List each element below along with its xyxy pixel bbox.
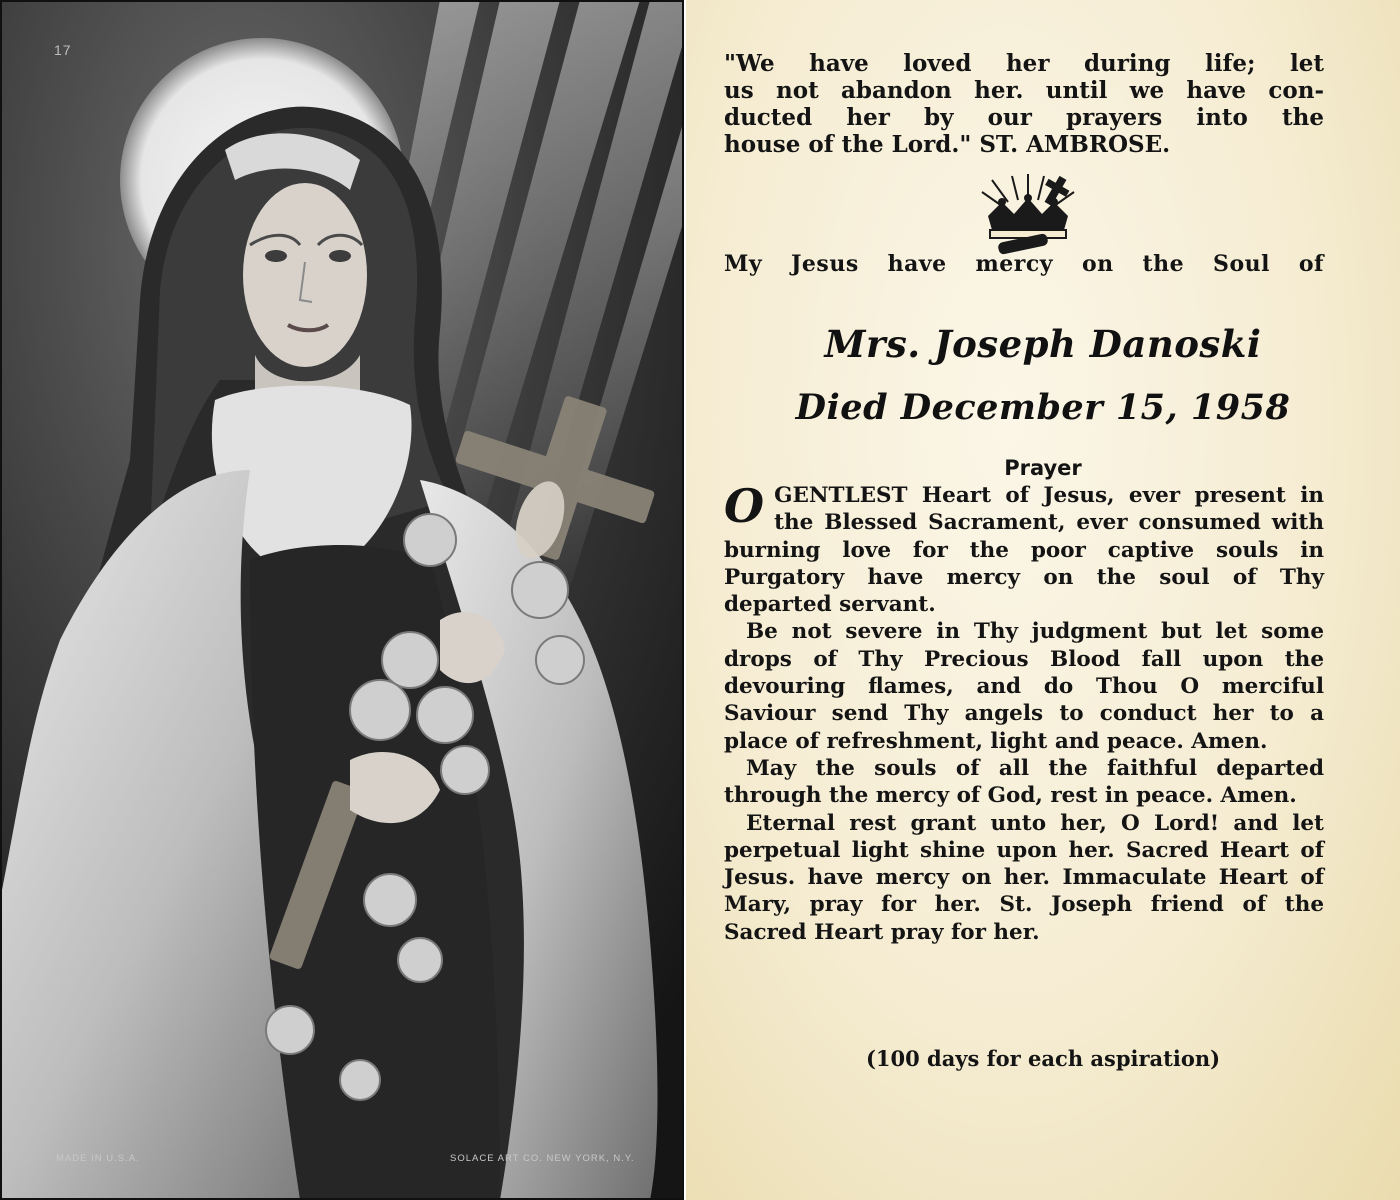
quote-line: house of the Lord." ST. AMBROSE. [724,131,1171,158]
deceased-name: Mrs. Joseph Danoski [824,322,1262,366]
holy-card-front [0,0,684,1200]
saint-illustration [0,0,684,1200]
mercy-line: My Jesus have mercy on the Soul of [724,251,1324,277]
crown-cross-emblem [968,174,1088,256]
prayer-text [724,479,1324,946]
quote-line: ducted her by our prayers into the [724,104,1324,131]
quote-line: "We have loved her during life; let [724,50,1324,77]
prayer-paragraph: GENTLEST Heart of Jesus, ever present in the Blessed Sacrament, ever consumed with burning love for the poor captive souls in Purgatory have mercy on the soul of Thy departed servant. [724,483,1324,618]
ambrose-quote [724,50,1324,158]
imprint-made-in: MADE IN U.S.A. [56,1153,140,1164]
prayer-drop-cap: O [724,479,765,533]
memorial-card-back [686,0,1400,1200]
indulgence-note: (100 days for each aspiration) [865,1046,1221,1071]
imprint-publisher: SOLACE ART CO. NEW YORK, N.Y. [450,1153,635,1164]
prayer-paragraph: Be not severe in Thy judgment but let some drops of Thy Precious Blood fall upon the devouring flames, and do Thou O merciful Saviour send Thy angels to conduct her to a place of refreshment, light and peace. Amen. [724,619,1324,754]
prayer-paragraph: Eternal rest grant unto her, O Lord! and let perpetual light shine upon her. Sacred Heart of Jesus. have mercy on her. Immaculate Heart of Mary, pray for her. St. Joseph friend of the Sacred Heart pray for her. [724,810,1324,945]
quote-line: us not abandon her. until we have con- [724,77,1324,104]
prayer-paragraph: May the souls of all the faithful departed through the mercy of God, rest in peace. Amen. [724,755,1324,809]
prayer-heading: Prayer [1004,456,1082,480]
saint-face [243,183,367,367]
card-number: 17 [54,42,72,58]
death-date: Died December 15, 1958 [795,387,1291,428]
